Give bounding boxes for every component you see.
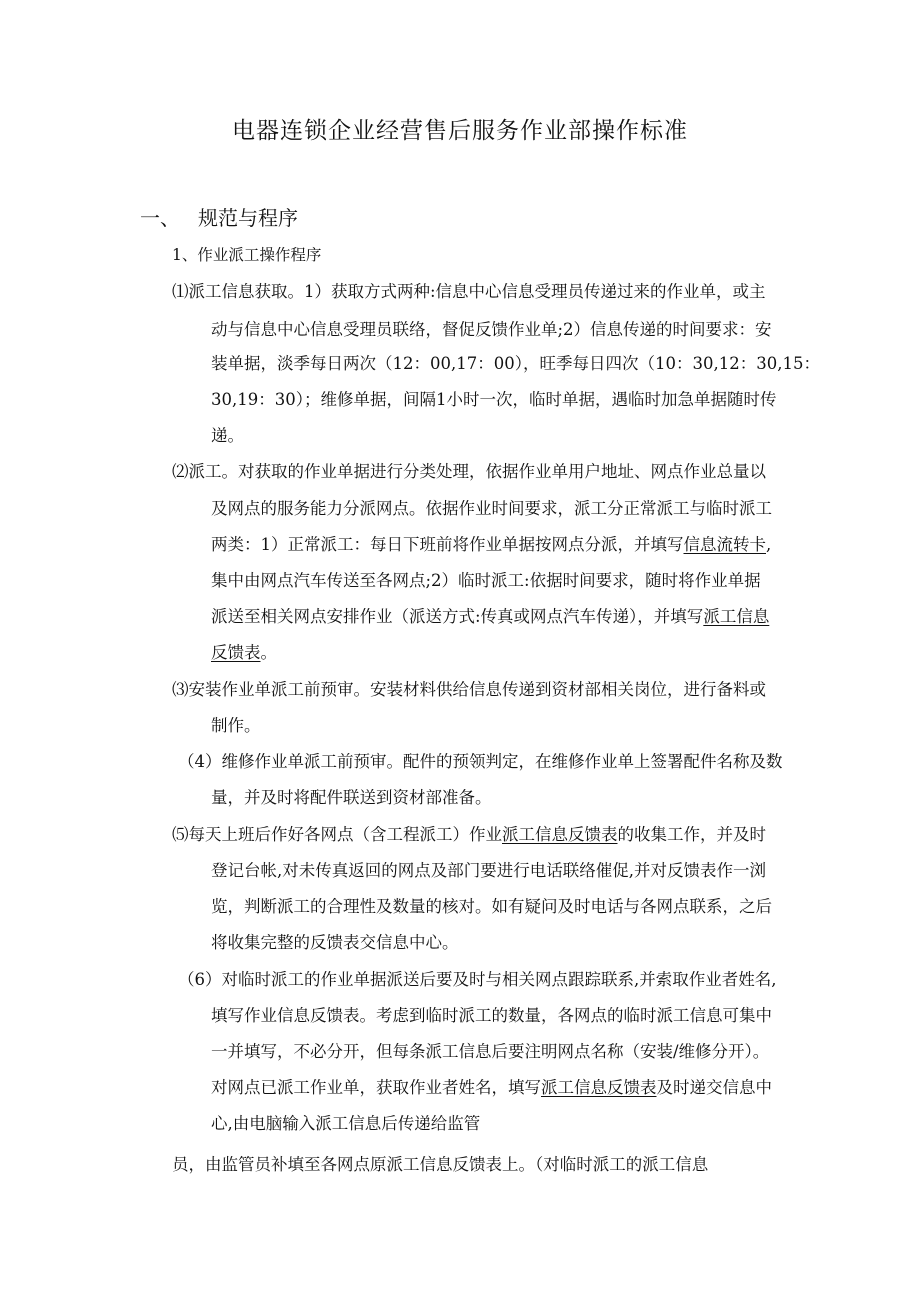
paragraph-1-line: ⑴派工信息获取。1）获取方式两种:信息中心信息受理员传递过来的作业单，或主	[172, 282, 766, 301]
text-run: 及时递交信息中	[656, 1078, 772, 1097]
paragraph-6-line	[211, 1076, 772, 1100]
text-run: 派送至相关网点安排作业（派送方式:传真或网点汽车传递），并填写	[211, 607, 704, 626]
text-run: 的收集工作，并及时	[617, 825, 766, 844]
paragraph-1-line: 动与信息中心信息受理员联络，督促反馈作业单;2）信息传递的时间要求：安	[211, 320, 772, 339]
form-reference: 反馈表	[211, 643, 261, 662]
paragraph-2-line: ⑵派工。对获取的作业单据进行分类处理，依据作业单用户地址、网点作业总量以	[172, 462, 766, 481]
paragraph-2-line	[211, 533, 771, 557]
paragraph-5-line: 登记台帐,对未传真返回的网点及部门要进行电话联络催促,并对反馈表作一浏	[211, 861, 766, 880]
paragraph-5-line: 将收集完整的反馈表交信息中心。	[211, 933, 459, 952]
text-run: ⑸每天上班后作好各网点（含工程派工）作业	[172, 825, 502, 844]
paragraph-6-line: 填写作业信息反馈表。考虑到临时派工的数量，各网点的临时派工信息可集中	[211, 1006, 772, 1025]
subsection-heading: 1、作业派工操作程序	[172, 246, 322, 264]
paragraph-4-line: （4）维修作业单派工前预审。配件的预领判定，在维修作业单上签署配件名称及数	[178, 752, 783, 771]
paragraph-2-line: 及网点的服务能力分派网点。依据作业时间要求，派工分正常派工与临时派工	[211, 499, 772, 518]
paragraph-5-line: 览，判断派工的合理性及数量的核对。如有疑问及时电话与各网点联系，之后	[211, 897, 772, 916]
paragraph-5-line	[172, 823, 766, 847]
text-run: 。	[260, 643, 277, 662]
form-reference: 派工信息反馈表	[502, 825, 618, 844]
form-reference: 派工信息反馈表	[541, 1078, 657, 1097]
paragraph-3-line: ⑶安装作业单派工前预审。安装材料供给信息传递到资材部相关岗位，进行备料或	[172, 680, 766, 699]
paragraph-3-line: 制作。	[211, 716, 261, 735]
paragraph-1-line: 递。	[211, 426, 244, 445]
form-reference: 信息流转卡	[683, 535, 766, 554]
paragraph-6-line: 一并填写，不必分开，但每条派工信息后要注明网点名称（安装/维修分开）。	[211, 1042, 770, 1061]
paragraph-6-line: 员，由监管员补填至各网点原派工信息反馈表上。（对临时派工的派工信息	[172, 1155, 709, 1174]
text-run: ,	[766, 535, 772, 554]
paragraph-1-line: 30,19：30）；维修单据，间隔1小时一次，临时单据，遇临时加急单据随时传	[211, 390, 777, 409]
section-title: 规范与程序	[198, 206, 298, 230]
text-run: 两类：1）正常派工：每日下班前将作业单据按网点分派，并填写	[211, 535, 684, 554]
paragraph-1-line: 装单据，淡季每日两次（12：00,17：00），旺季每日四次（10：30,12：30,15：	[211, 354, 820, 373]
paragraph-2-line: 集中由网点汽车传送至各网点;2）临时派工:依据时间要求，随时将作业单据	[211, 571, 761, 590]
section-number: 一、	[140, 206, 180, 230]
paragraph-6-line: （6）对临时派工的作业单据派送后要及时与相关网点跟踪联系,并索取作业者姓名,	[178, 970, 777, 989]
text-run: 对网点已派工作业单，获取作业者姓名，填写	[211, 1078, 541, 1097]
paragraph-2-line	[211, 641, 277, 665]
paragraph-6-line: 心,由电脑输入派工信息后传递给监管	[211, 1114, 481, 1133]
form-reference: 派工信息	[703, 607, 770, 626]
paragraph-2-line	[211, 605, 769, 629]
paragraph-4-line: 量，并及时将配件联送到资材部准备。	[211, 788, 492, 807]
document-title: 电器连锁企业经营售后服务作业部操作标准	[232, 118, 688, 144]
